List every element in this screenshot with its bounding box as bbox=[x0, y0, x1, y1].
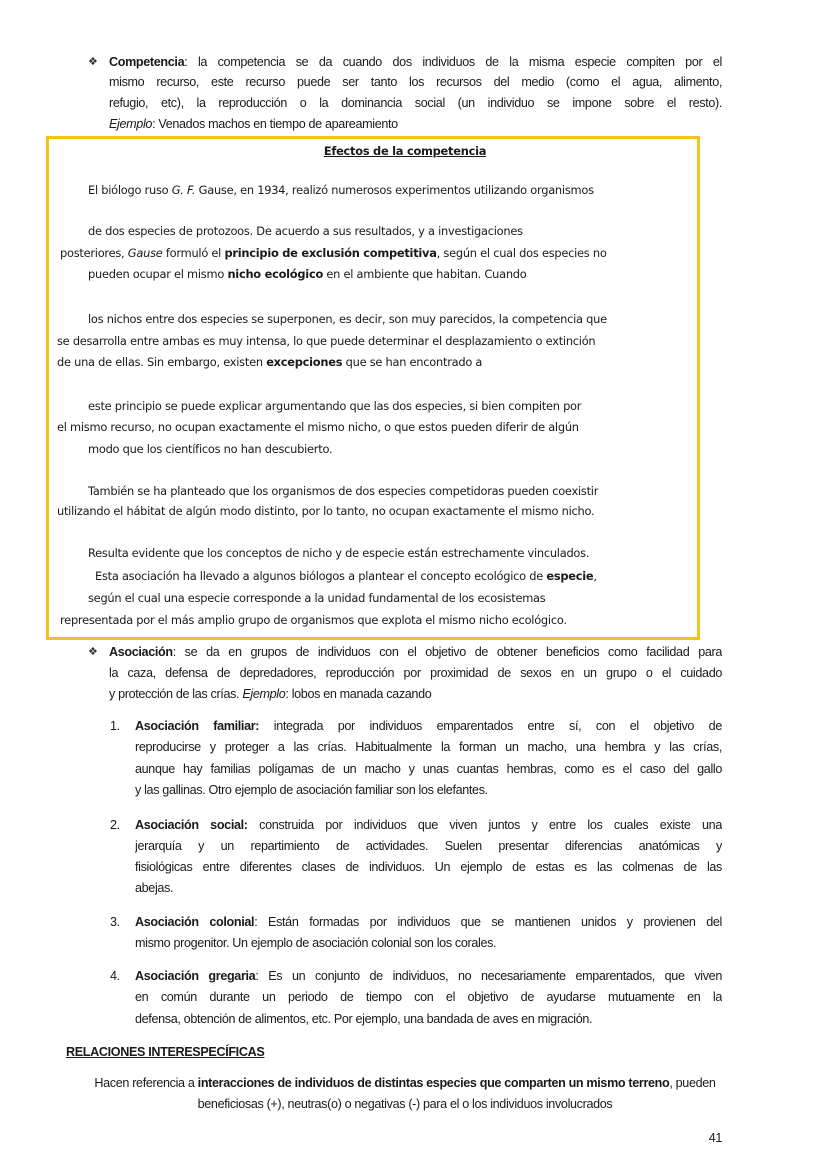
diamond-bullet-icon: ❖ bbox=[88, 645, 98, 658]
text-run: , según el cual dos especies no bbox=[436, 246, 607, 260]
intro-paragraph-line bbox=[0, 1074, 810, 1092]
box-paragraph-line bbox=[88, 181, 594, 199]
box-paragraph-line bbox=[60, 244, 607, 262]
asociacion-paragraph-line bbox=[109, 685, 431, 703]
competencia-paragraph-line bbox=[109, 115, 398, 133]
text-run: construida por individuos que viven juntos y entre los cuales existe una bbox=[247, 818, 722, 832]
asociacion-paragraph-line bbox=[109, 643, 722, 661]
list-number: 2. bbox=[110, 818, 120, 832]
text-run: y las gallinas. Otro ejemplo de asociación familiar son los elefantes. bbox=[135, 783, 488, 797]
text-run: representada por el más amplio grupo de organismos que explota el mismo nicho ecológico. bbox=[60, 613, 567, 627]
box-paragraph-line bbox=[88, 397, 581, 415]
bold-term: Asociación familiar: bbox=[135, 719, 260, 733]
section-heading: RELACIONES INTERESPECÍFICAS bbox=[66, 1045, 265, 1059]
text-run: , pueden bbox=[669, 1076, 716, 1090]
list-item-line bbox=[135, 717, 722, 735]
box-paragraph-line bbox=[88, 589, 545, 607]
bold-term: Asociación social: bbox=[135, 818, 248, 832]
text-run: También se ha planteado que los organismos de dos especies competidoras pueden coexistir bbox=[88, 484, 599, 498]
bold-term: nicho ecológico bbox=[227, 267, 324, 281]
box-paragraph-line bbox=[88, 482, 598, 500]
text-run: : Venados machos en tiempo de apareamiento bbox=[152, 117, 398, 131]
list-item-line bbox=[135, 781, 488, 799]
box-title: Efectos de la competencia bbox=[323, 144, 487, 158]
list-item-line bbox=[135, 837, 722, 855]
text-run: según el cual una especie corresponde a la unidad fundamental de los ecosistemas bbox=[88, 591, 546, 605]
box-paragraph-line bbox=[88, 265, 527, 283]
list-item-line bbox=[135, 934, 496, 952]
list-number: 1. bbox=[110, 719, 120, 733]
page-number: 41 bbox=[708, 1131, 722, 1145]
list-item-line bbox=[135, 858, 722, 876]
intro-paragraph-line bbox=[0, 1095, 810, 1113]
text-run: Hacen referencia a bbox=[94, 1076, 198, 1090]
text-run: El biólogo ruso bbox=[88, 183, 172, 197]
italic-text: G. F. bbox=[171, 183, 196, 197]
list-item-line bbox=[135, 967, 722, 985]
list-item-line bbox=[135, 738, 722, 756]
list-number: 3. bbox=[110, 915, 120, 929]
box-paragraph-line bbox=[57, 418, 579, 436]
text-run: abejas. bbox=[135, 881, 174, 895]
box-paragraph-line bbox=[60, 611, 567, 629]
italic-text: Ejemplo bbox=[242, 687, 286, 701]
bold-term: Asociación gregaria bbox=[135, 969, 256, 983]
text-run: , bbox=[593, 569, 597, 583]
box-paragraph-line bbox=[88, 544, 589, 562]
bold-term: excepciones bbox=[266, 355, 343, 369]
bold-term: Competencia bbox=[109, 55, 185, 69]
box-paragraph-line bbox=[57, 332, 595, 350]
competencia-paragraph-line bbox=[109, 53, 722, 71]
text-run: : la competencia se da cuando dos individuos de la misma especie compiten por el bbox=[184, 55, 722, 69]
text-run: utilizando el hábitat de algún modo distinto, por lo tanto, no ocupan exactamente el mismo nicho. bbox=[57, 504, 595, 518]
diamond-bullet-icon: ❖ bbox=[88, 55, 98, 68]
text-run: defensa, obtención de alimentos, etc. Por ejemplo, una bandada de aves en migración. bbox=[135, 1012, 593, 1026]
box-paragraph-line bbox=[88, 440, 332, 458]
competencia-paragraph-line bbox=[109, 94, 722, 112]
text-run: posteriores, bbox=[60, 246, 128, 260]
box-paragraph-line bbox=[57, 353, 482, 371]
text-run: integrada por individuos emparentados entre sí, con el objetivo de bbox=[259, 719, 722, 733]
text-run: Gause, en 1934, realizó numerosos experimentos utilizando organismos bbox=[195, 183, 594, 197]
text-run: refugio, etc), la reproducción o la dominancia social (un individuo se impone sobre el resto). bbox=[109, 96, 722, 110]
list-number: 4. bbox=[110, 969, 120, 983]
box-paragraph-line bbox=[57, 502, 594, 520]
list-item-line bbox=[135, 879, 173, 897]
text-run: los nichos entre dos especies se superponen, es decir, son muy parecidos, la competencia que bbox=[88, 312, 607, 326]
text-run: fisiológicas entre diferentes clases de individuos. Un ejemplo de estas es las colmenas de las bbox=[135, 860, 722, 874]
text-run: : lobos en manada cazando bbox=[285, 687, 432, 701]
bold-term: Asociación colonial bbox=[135, 915, 255, 929]
text-run: aunque hay familias polígamas de un macho y unas cuantas hembras, como es el caso del gallo bbox=[135, 762, 722, 776]
bold-term: principio de exclusión competitiva bbox=[224, 246, 437, 260]
text-run: formuló el bbox=[162, 246, 225, 260]
list-item-line bbox=[135, 760, 722, 778]
text-run: de dos especies de protozoos. De acuerdo a sus resultados, y a investigaciones bbox=[88, 224, 523, 238]
box-paragraph-line bbox=[88, 222, 523, 240]
list-item-line bbox=[135, 913, 722, 931]
asociacion-paragraph-line bbox=[109, 664, 722, 682]
box-paragraph-line bbox=[95, 567, 597, 585]
italic-text: Gause bbox=[127, 246, 163, 260]
text-run: reproducirse y proteger a las crías. Habitualmente la forman un macho, una hembra y las crías, bbox=[135, 740, 722, 754]
list-item-line bbox=[135, 816, 722, 834]
competencia-paragraph-line bbox=[109, 73, 722, 91]
text-run: en el ambiente que habitan. Cuando bbox=[323, 267, 527, 281]
text-run: mismo progenitor. Un ejemplo de asociación colonial son los corales. bbox=[135, 936, 497, 950]
text-run: que se han encontrado a bbox=[342, 355, 483, 369]
list-item-line bbox=[135, 988, 722, 1006]
efectos-competencia-box bbox=[46, 136, 700, 640]
bold-term: especie bbox=[546, 569, 594, 583]
text-run: : Están formadas por individuos que se mantienen unidos y provienen del bbox=[254, 915, 722, 929]
list-item-line bbox=[135, 1010, 592, 1028]
text-run: : Es un conjunto de individuos, no necesariamente emparentados, que viven bbox=[255, 969, 722, 983]
text-run: la caza, defensa de depredadores, reproducción por proximidad de sexos en un grupo o el cuidado bbox=[109, 666, 722, 680]
text-run: jerarquía y un repartimiento de actividades. Suelen presentar diferencias anatómicas y bbox=[135, 839, 722, 853]
italic-text: Ejemplo bbox=[109, 117, 153, 131]
text-run: de una de ellas. Sin embargo, existen bbox=[57, 355, 267, 369]
text-run: en común durante un periodo de tiempo con el objetivo de ayudarse mutuamente en la bbox=[135, 990, 722, 1004]
text-run: beneficiosas (+), neutras(o) o negativas (-) para el o los individuos involucrados bbox=[197, 1097, 613, 1111]
text-run: Esta asociación ha llevado a algunos biólogos a plantear el concepto ecológico de bbox=[95, 569, 547, 583]
bold-term: interacciones de individuos de distintas especies que comparten un mismo terreno bbox=[197, 1076, 670, 1090]
text-run: pueden ocupar el mismo bbox=[88, 267, 228, 281]
text-run: se desarrolla entre ambas es muy intensa, lo que puede determinar el desplazamiento o extinción bbox=[57, 334, 596, 348]
text-run: este principio se puede explicar argumentando que las dos especies, si bien compiten por bbox=[88, 399, 582, 413]
text-run: modo que los científicos no han descubierto. bbox=[88, 442, 333, 456]
box-paragraph-line bbox=[88, 310, 607, 328]
text-run: el mismo recurso, no ocupan exactamente el mismo nicho, o que estos pueden diferir de algún bbox=[57, 420, 579, 434]
text-run: mismo recurso, este recurso puede ser tanto los recursos del medio (como el agua, alimento, bbox=[109, 75, 722, 89]
text-run: : se da en grupos de individuos con el objetivo de obtener beneficios como facilidad para bbox=[172, 645, 722, 659]
bold-term: Asociación bbox=[109, 645, 173, 659]
text-run: y protección de las crías. bbox=[109, 687, 243, 701]
text-run: Resulta evidente que los conceptos de nicho y de especie están estrechamente vinculados. bbox=[88, 546, 590, 560]
